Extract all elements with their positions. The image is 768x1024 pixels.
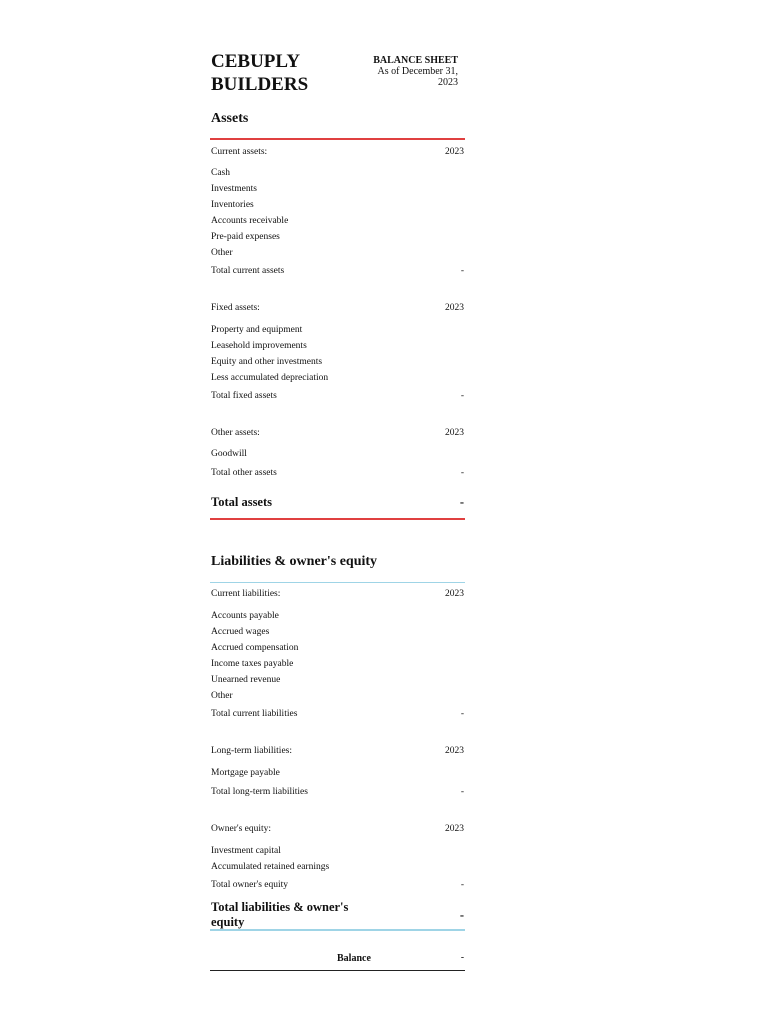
total-current-liabilities-label: Total current liabilities	[211, 709, 298, 719]
long-term-liabilities-year: 2023	[445, 746, 464, 756]
total-current-liabilities-value: -	[460, 709, 464, 719]
total-fixed-assets-value: -	[460, 391, 464, 401]
owners-equity-year: 2023	[445, 824, 464, 834]
total-other-assets-label: Total other assets	[211, 468, 277, 478]
total-liabilities-equity-label-line2: equity	[211, 915, 245, 929]
assets-divider	[210, 138, 465, 140]
total-liabilities-equity-value: -	[459, 908, 464, 922]
current-liabilities-year: 2023	[445, 589, 464, 599]
fixed-assets-label: Fixed assets:	[211, 303, 260, 313]
liabilities-divider	[210, 582, 465, 583]
asset-row: Inventories	[211, 200, 254, 210]
owners-equity-label: Owner's equity:	[211, 824, 272, 834]
liability-row: Other	[211, 691, 233, 701]
document-title: BALANCE SHEET	[373, 55, 458, 66]
current-assets-label: Current assets:	[211, 147, 268, 157]
equity-row: Investment capital	[211, 846, 281, 856]
equity-row: Accumulated retained earnings	[211, 862, 330, 872]
asset-row: Goodwill	[211, 449, 247, 459]
liability-row: Accrued wages	[211, 627, 270, 637]
asset-row: Pre-paid expenses	[211, 232, 280, 242]
total-long-term-liabilities-label: Total long-term liabilities	[211, 787, 308, 797]
document-header	[360, 55, 458, 88]
asset-row: Equity and other investments	[211, 357, 323, 367]
other-assets-label: Other assets:	[211, 428, 260, 438]
current-assets-year: 2023	[445, 147, 464, 157]
current-liabilities-label: Current liabilities:	[211, 589, 281, 599]
total-fixed-assets-label: Total fixed assets	[211, 391, 277, 401]
asset-row: Accounts receivable	[211, 216, 289, 226]
asset-row: Other	[211, 248, 233, 258]
company-name	[211, 50, 308, 96]
total-assets-divider	[210, 518, 465, 520]
company-name-line2: BUILDERS	[211, 74, 309, 95]
company-name-line1: CEBUPLY	[211, 51, 301, 72]
other-assets-year: 2023	[445, 428, 464, 438]
liability-row: Unearned revenue	[211, 675, 281, 685]
liability-row: Accrued compensation	[211, 643, 299, 653]
total-liabilities-divider	[210, 929, 465, 931]
asset-row: Leasehold improvements	[211, 341, 307, 351]
total-liabilities-equity-label	[211, 900, 348, 930]
asset-row: Cash	[211, 168, 230, 178]
as-of-date-line2: 2023	[438, 77, 458, 88]
liability-row: Income taxes payable	[211, 659, 294, 669]
liability-row: Mortgage payable	[211, 768, 280, 778]
asset-row: Investments	[211, 184, 257, 194]
total-assets-value: -	[459, 495, 464, 509]
total-long-term-liabilities-value: -	[460, 787, 464, 797]
liability-row: Accounts payable	[211, 611, 279, 621]
balance-value: -	[460, 953, 464, 963]
balance-divider	[210, 970, 465, 971]
as-of-date-line1: As of December 31,	[377, 66, 458, 77]
asset-row: Property and equipment	[211, 325, 303, 335]
liabilities-section-title: Liabilities & owner's equity	[211, 554, 378, 569]
total-current-assets-label: Total current assets	[211, 266, 285, 276]
total-current-assets-value: -	[460, 266, 464, 276]
asset-row: Less accumulated depreciation	[211, 373, 329, 383]
fixed-assets-year: 2023	[445, 303, 464, 313]
total-liabilities-equity-label-line1: Total liabilities & owner's	[211, 900, 349, 914]
total-assets-label: Total assets	[211, 495, 273, 509]
assets-section-title: Assets	[211, 111, 249, 126]
total-owners-equity-value: -	[460, 880, 464, 890]
balance-label: Balance	[337, 953, 371, 964]
total-other-assets-value: -	[460, 468, 464, 478]
total-owners-equity-label: Total owner's equity	[211, 880, 289, 890]
long-term-liabilities-label: Long-term liabilities:	[211, 746, 292, 756]
